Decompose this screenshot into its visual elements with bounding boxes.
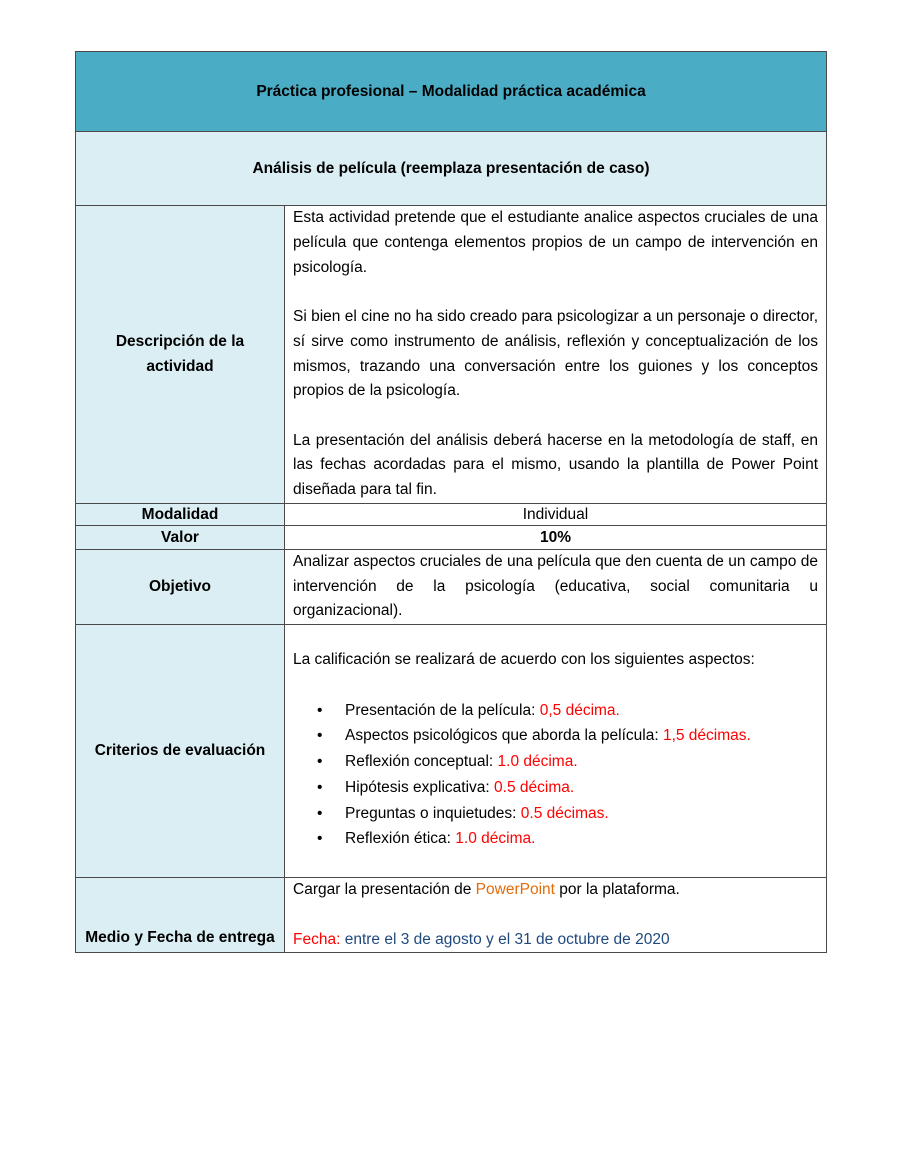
descripcion-paragraph-3: La presentación del análisis deberá hacerse en la metodología de staff, en las fechas acordadas para el mismo, usando la plantilla de Power Point diseñada para tal fin. (293, 431, 819, 498)
bullet-icon: • (317, 778, 323, 796)
descripcion-paragraph-1: Esta actividad pretende que el estudiante analice aspectos cruciales de una película que contenga elementos propios de un campo de intervención en psicología. (293, 209, 819, 276)
criterio-score: 0.5 décima. (494, 778, 575, 796)
spacer (293, 404, 818, 429)
descripcion-content (285, 206, 827, 504)
objetivo-label: Objetivo (76, 550, 285, 625)
criterios-row (76, 625, 827, 878)
criterio-score: 1,5 décimas. (662, 727, 751, 745)
spacer (293, 673, 818, 698)
criterios-list (293, 698, 818, 853)
bullet-icon: • (317, 753, 323, 771)
entrega-line: Cargar la presentación de PowerPoint por la plataforma. (293, 881, 680, 899)
criterio-score: 0.5 décimas. (520, 804, 609, 822)
list-item: • Hipótesis explicativa: 0.5 décima. (293, 775, 818, 801)
criterios-content (285, 625, 827, 878)
document-title: Práctica profesional – Modalidad práctica académica (76, 52, 827, 132)
criterios-intro: La calificación se realizará de acuerdo con los siguientes aspectos: (293, 651, 755, 669)
criterios-label: Criterios de evaluación (76, 625, 285, 878)
criterio-score: 0,5 décima. (539, 701, 620, 719)
fecha-value: entre el 3 de agosto y el 31 de octubre de 2020 (340, 930, 670, 948)
descripcion-label: Descripción de la actividad (76, 206, 285, 504)
valor-value: 10% (285, 526, 827, 550)
bullet-icon: • (317, 804, 323, 822)
title-row (76, 52, 827, 132)
objetivo-text: Analizar aspectos cruciales de una película que den cuenta de un campo de intervención de la psicología (educativa, social comunitaria u organizacional). (285, 550, 827, 625)
entrega-label: Medio y Fecha de entrega (76, 878, 285, 953)
objetivo-row (76, 550, 827, 625)
entrega-row (76, 878, 827, 953)
list-item: • Preguntas o inquietudes: 0.5 décimas. (293, 801, 818, 827)
fecha-line (293, 928, 818, 953)
spacer (293, 280, 818, 305)
entrega-content (285, 878, 827, 953)
modalidad-value: Individual (285, 504, 827, 526)
subtitle-row (76, 132, 827, 206)
criterio-score: 1.0 décima. (455, 830, 536, 848)
list-item: • Aspectos psicológicos que aborda la película: 1,5 décimas. (293, 723, 818, 749)
bullet-icon: • (317, 701, 323, 719)
powerpoint-link: PowerPoint (475, 881, 555, 899)
list-item: • Reflexión conceptual: 1.0 décima. (293, 749, 818, 775)
modalidad-row (76, 504, 827, 526)
bullet-icon: • (317, 830, 323, 848)
list-item: • Presentación de la película: 0,5 décima. (293, 698, 818, 724)
modalidad-label: Modalidad (76, 504, 285, 526)
activity-subtitle: Análisis de película (reemplaza presentación de caso) (76, 132, 827, 206)
valor-label: Valor (76, 526, 285, 550)
spacer (293, 903, 818, 928)
descripcion-row (76, 206, 827, 504)
valor-row (76, 526, 827, 550)
bullet-icon: • (317, 727, 323, 745)
descripcion-paragraph-2: Si bien el cine no ha sido creado para psicologizar a un personaje o director, sí sirve como instrumento de análisis, reflexión y conceptualización de los mismos, trazando una conversación entre los guiones y los conceptos propios de la psicología. (293, 308, 819, 400)
list-item: • Reflexión ética: 1.0 décima. (293, 826, 818, 852)
criterio-score: 1.0 décima. (497, 753, 578, 771)
fecha-label: Fecha: (293, 930, 341, 948)
activity-table (75, 51, 827, 953)
